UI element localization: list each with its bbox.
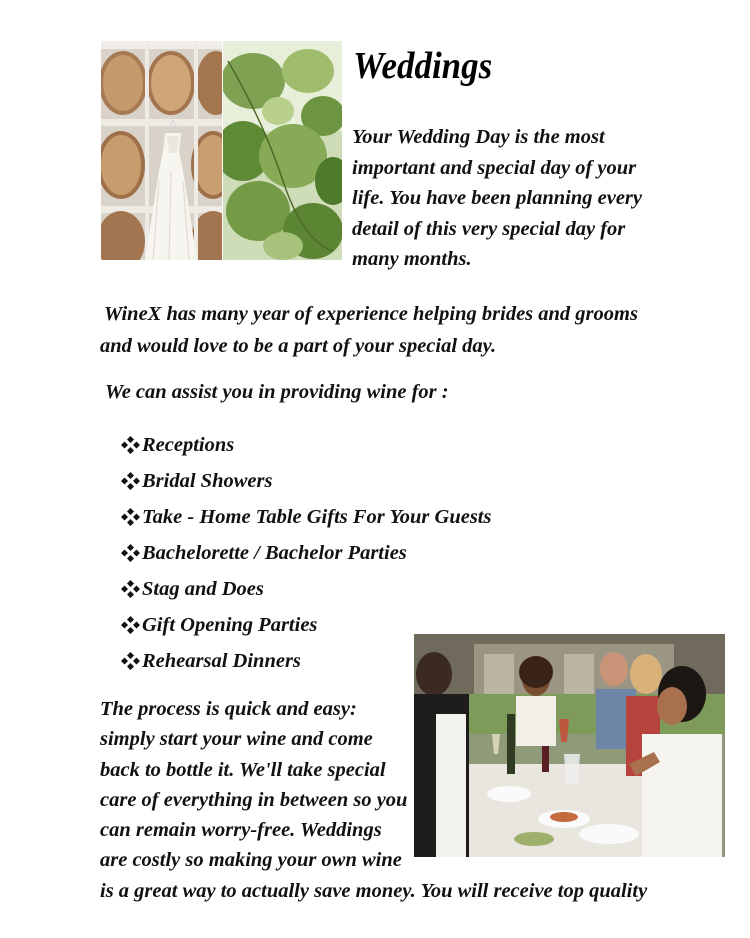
four-diamond-bullet-icon — [120, 435, 141, 455]
process-line: care of everything in between so you — [100, 788, 408, 811]
four-diamond-bullet-icon — [120, 579, 141, 599]
four-diamond-bullet-icon — [120, 471, 141, 491]
experience-line: and would love to be a part of your special day. — [100, 335, 497, 357]
service-label: Stag and Does — [142, 578, 264, 600]
process-last-line: is a great way to actually save money. You will receive top quality — [100, 880, 648, 902]
page-title: Weddings — [353, 45, 493, 87]
intro-paragraph — [352, 122, 652, 275]
assist-heading: We can assist you in providing wine for : — [105, 381, 449, 403]
experience-line: WineX has many year of experience helping brides and grooms — [104, 303, 638, 325]
intro-line: important and special day of your — [352, 156, 637, 179]
service-label: Bachelorette / Bachelor Parties — [142, 542, 407, 564]
intro-line: Your Wedding Day is the most — [352, 126, 605, 148]
four-diamond-bullet-icon — [120, 507, 141, 527]
process-line: back to bottle it. We'll take special — [100, 758, 386, 781]
list-item — [120, 535, 491, 571]
process-line: The process is quick and easy: — [100, 698, 357, 720]
experience-paragraph — [100, 298, 700, 362]
process-line: simply start your wine and come — [100, 728, 373, 751]
four-diamond-bullet-icon — [120, 615, 141, 635]
vineyard-leaves-photo — [223, 41, 342, 260]
process-line: can remain worry-free. Weddings — [100, 819, 382, 842]
intro-line: life. You have been planning every — [352, 187, 643, 209]
wedding-dress-barrels-photo — [101, 41, 222, 260]
service-label: Bridal Showers — [142, 470, 273, 492]
service-label: Take - Home Table Gifts For Your Guests — [142, 506, 492, 528]
list-item — [120, 463, 491, 499]
four-diamond-bullet-icon — [120, 543, 141, 563]
service-label: Receptions — [142, 434, 235, 456]
process-line: are costly so making your own wine — [100, 849, 402, 872]
four-diamond-bullet-icon — [120, 651, 141, 671]
intro-line: many months. — [352, 248, 472, 270]
service-label: Gift Opening Parties — [142, 614, 318, 636]
intro-line: detail of this very special day for — [352, 217, 626, 240]
list-item — [120, 499, 491, 535]
process-paragraph — [100, 694, 412, 876]
dinner-party-photo — [414, 634, 725, 857]
service-label: Rehearsal Dinners — [142, 650, 301, 672]
list-item — [120, 571, 491, 607]
list-item — [120, 427, 491, 463]
